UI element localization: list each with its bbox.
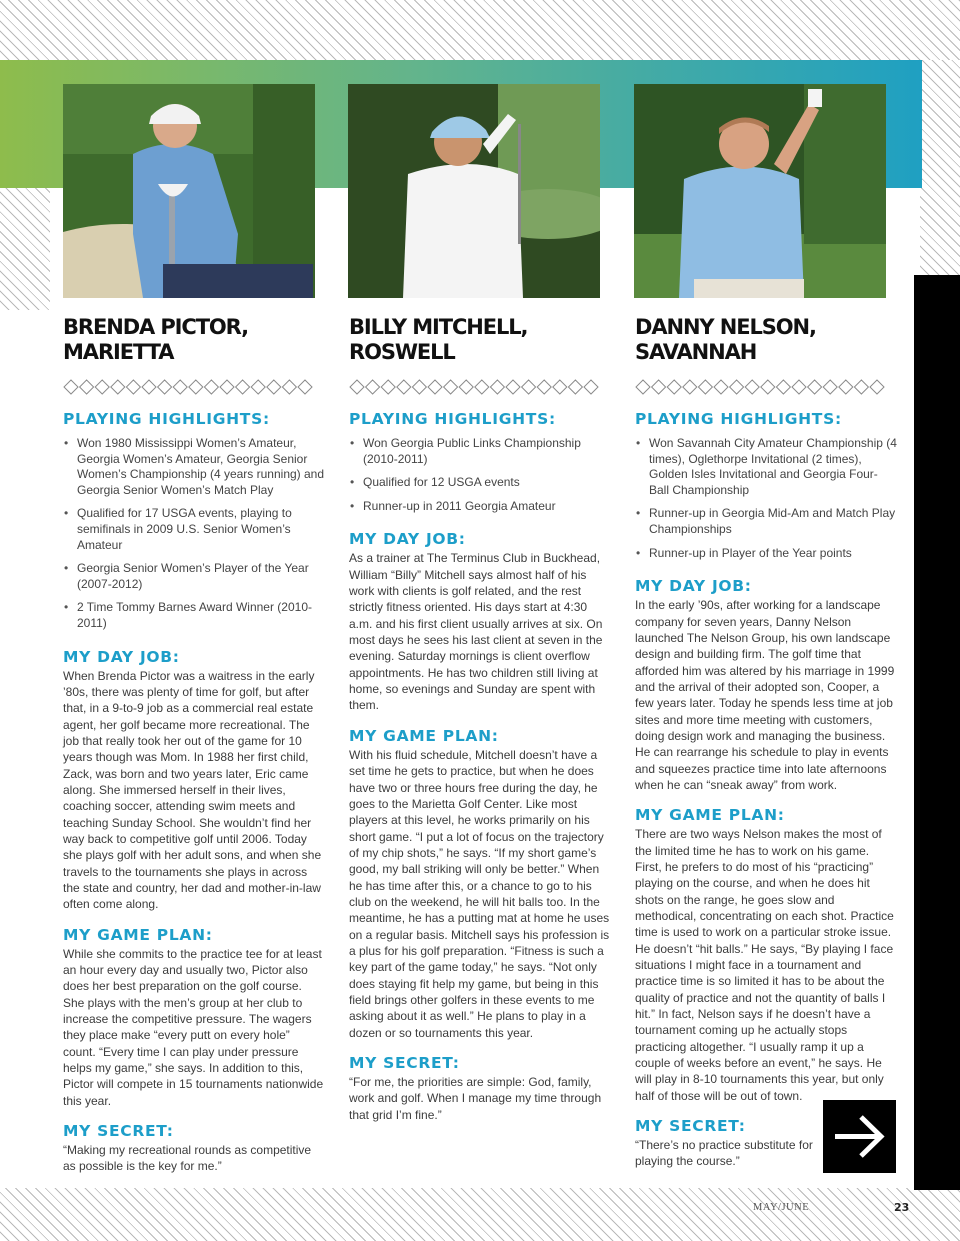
highlights-heading: PLAYING HIGHLIGHTS: [349, 410, 556, 428]
right-arrow-icon [823, 1100, 896, 1173]
day-job-text: In the early ’90s, after working for a landscape company for seven years, Danny Nelson launched The Nelson Group, his own landscape design and building firm. The golf time that afforded him was altered by his marriage in 1999 and the arrival of their adopted son, Cooper, a few years later. Today he spends less time at job sites and more time meeting with customers, doing design work and managing the business. He can rearrange his schedule to play in events and squeezes practice time into late afternoons when he can “sneak away” from work. [635, 598, 895, 792]
game-plan-text: With his fluid schedule, Mitchell doesn’t have a set time he gets to practice, but when he does have two or three hours free during the day, he goes to the Marietta Golf Center. Like most players at this level, he works primarily on his short game. “I put a lot of focus on the trajectory of my chip shots,” he says. “If my short game’s good, my ball striking will only be better.” When he has time after this, or a chance to go to his club on the weekend, he will hit balls too. In the meantime, he has a putting mat at home he uses on a regular basis. Mitchell says his profession is a plus for his golf preparation. “Fitness is such a key part of the game today,” he says. “Not only does staying fit help my game, but being in this field brings other golfers in these events to me asking about it as well.” He plans to play in a dozen or so tournaments this year. [349, 747, 610, 1040]
day-job-text: As a trainer at The Terminus Club in Buckhead, William “Billy” Mitchell says almost half of his work with clients is golf related, and the rest strictly fitness oriented. His days start at 4:30 a.m. and his first client usually arrives at six. On most days he sees his last client at seven in the evening. Saturday mornings is client overflow appointments. He has two children still living at home, so evenings and Sunday are spent with them. [349, 551, 603, 713]
list-item: • 2 Time Tommy Barnes Award Winner (2010-2011) [63, 600, 325, 631]
secret-heading: MY SECRET: [349, 1054, 460, 1072]
diamond-divider [63, 379, 325, 395]
next-page-button[interactable] [823, 1100, 896, 1173]
secret-text: “For me, the priorities are simple: God, family, work and golf. When I manage my time through that grid I’m fine.” [349, 1075, 602, 1122]
player-column-2 [349, 315, 611, 1123]
list-item: • Qualified for 17 USGA events, playing to semifinals in 2009 U.S. Senior Women’s Amateur [63, 506, 325, 553]
page-edge-tab [914, 275, 960, 1190]
diamond-divider [635, 379, 897, 395]
magazine-issue: MAY/JUNE [753, 1202, 810, 1213]
highlights-list [349, 436, 611, 514]
page-number: 23 [894, 1201, 910, 1214]
photo-danny-nelson [634, 84, 886, 298]
secret-heading: MY SECRET: [635, 1117, 746, 1136]
day-job-heading: MY DAY JOB: [635, 577, 752, 596]
game-plan-heading: MY GAME PLAN: [635, 806, 785, 825]
game-plan-heading: MY GAME PLAN: [349, 726, 499, 745]
player-column-3 [635, 315, 897, 1170]
secret-text: “Making my recreational rounds as competitive as possible is the key for me.” [63, 1143, 312, 1174]
player-column-1 [63, 315, 325, 1175]
list-item: • Runner-up in Georgia Mid-Am and Match Play Championships [635, 506, 897, 537]
hatch-pattern-top [0, 0, 960, 60]
list-item: • Runner-up in Player of the Year points [635, 546, 897, 562]
secret-heading: MY SECRET: [63, 1122, 174, 1141]
photo-brenda-pictor [63, 84, 315, 298]
day-job-text: When Brenda Pictor was a waitress in the early ’80s, there was plenty of time for golf, but after that, in a 9-to-9 job as a commercial real estate agent, her golf became more recreational. The job that really took her out of the game for 10 years though was Mom. In 1988 her first child, Zack, was born and two years later, Eric came along. She immersed herself in their lives, coaching soccer, attending swim meets and teaching Sunday School. She wouldn’t find her way back to competitive golf until 2006. Today she plays golf with her adult sons, and when she travels to the tournaments she plays in across the state and country, her dad and mother-in-law often come along. [63, 668, 322, 912]
highlights-heading: PLAYING HIGHLIGHTS: [635, 410, 842, 428]
list-item: • Won Georgia Public Links Championship (2010-2011) [349, 436, 611, 467]
player-name: BRENDA PICTOR, MARIETTA [63, 315, 249, 364]
hatch-pattern-bottom [0, 1188, 960, 1241]
game-plan-text: There are two ways Nelson makes the most of the limited time he has to work on his game. First, he prefers to do most of his “practicing” playing on the course, and when he does hit shots on the range, he goes slow and methodical, concentrating on each shot. Practice time is used to work on a particular stroke issue. He doesn’t “hit balls.” He says, “By playing I face situations I might face in a tournament and practice time is so limited it has to be about the quality of practice and not the quantity of balls I hit.” In fact, Nelson says if he doesn’t have a tournament coming up he actually stops practicing altogether. “I usually ramp it up a couple of weeks before an event,” he says. He will play in 8-10 tournaments this year, but only half of those will be out of town. [635, 827, 894, 1103]
day-job-heading: MY DAY JOB: [349, 530, 466, 549]
player-name: BILLY MITCHELL, ROSWELL [349, 315, 528, 364]
list-item: • Won Savannah City Amateur Championship (4 times), Oglethorpe Invitational (2 times), Golden Isles Invitational and Georgia Four-Ball Championship [635, 436, 897, 498]
day-job-heading: MY DAY JOB: [63, 647, 180, 666]
diamond-divider [349, 379, 611, 395]
list-item: • Georgia Senior Women’s Player of the Year (2007-2012) [63, 561, 325, 592]
player-name: DANNY NELSON, SAVANNAH [635, 315, 816, 364]
secret-text: “There’s no practice substitute for playing the course.” [635, 1138, 813, 1169]
game-plan-text: While she commits to the practice tee for at least an hour every day and usually two, Pictor also does her best preparation on the golf course. She plays with the men’s group at her club to increase the competitive pressure. The wagers they place make “every putt on every hole” count. “Every time I can play under pressure helps my game,” she says. In addition to this, Pictor will compete in 15 tournaments nationwide this year. [63, 946, 324, 1108]
list-item: • Qualified for 12 USGA events [349, 475, 611, 491]
highlights-list [635, 436, 897, 561]
list-item: • Runner-up in 2011 Georgia Amateur [349, 499, 611, 515]
hatch-pattern-right [920, 60, 960, 275]
game-plan-heading: MY GAME PLAN: [63, 925, 213, 944]
list-item: • Won 1980 Mississippi Women’s Amateur, Georgia Women’s Amateur, Georgia Senior Women’s Championship (4 years running) and Georgia Senior Women’s Match Play [63, 436, 325, 498]
photo-billy-mitchell [348, 84, 600, 298]
highlights-list [63, 436, 325, 632]
highlights-heading: PLAYING HIGHLIGHTS: [63, 410, 270, 428]
